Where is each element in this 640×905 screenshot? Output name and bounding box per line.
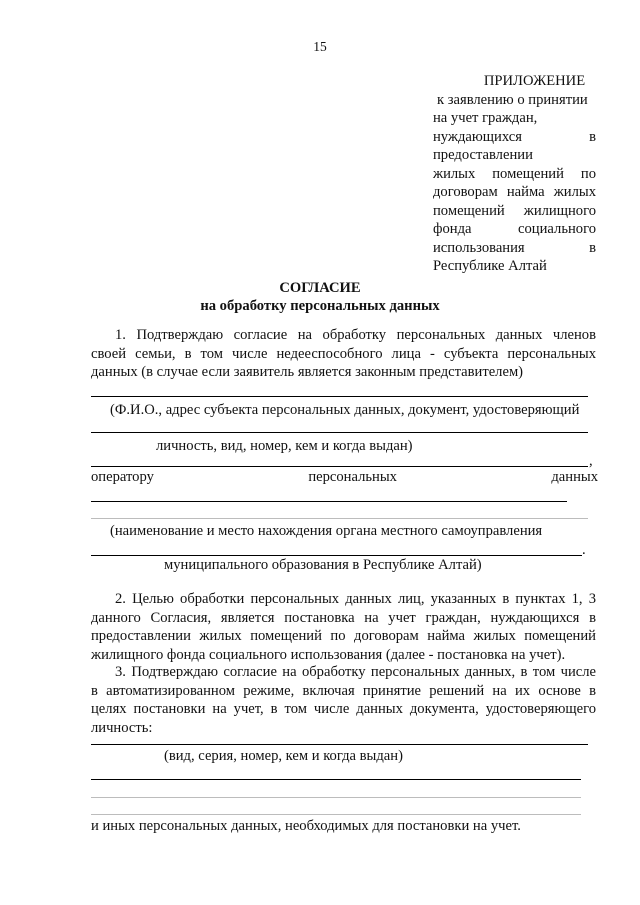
operator-word: персональных [308,469,397,485]
appendix-line: к заявлению о принятии [437,91,588,108]
caption-fio-2: личность, вид, номер, кем и когда выдан) [156,438,413,454]
fill-line [91,396,588,397]
page-number: 15 [313,39,327,54]
paragraph-line: своей семьи, в том числе недееспособного лица - субъекта персональных [91,345,596,362]
appendix-line: фонда социального [433,221,596,237]
paragraph-line: жилищного фонда социального использования (далее - постановка на учет). [91,646,566,663]
appendix-line: Республике Алтай [433,258,547,274]
comma: , [589,453,593,469]
document-title: СОГЛАСИЕ [279,280,361,296]
appendix-line: помещений жилищного [433,202,596,219]
fill-line [91,779,581,780]
paragraph-line: личность: [91,719,153,736]
paragraph-line: целях постановки на учет, в том числе данных документа, удостоверяющего [91,701,596,717]
paragraph-2 [91,590,596,664]
appendix-line: жилых помещений по [433,165,596,182]
paragraph-line: 1. Подтверждаю согласие на обработку персональных данных членов [115,327,596,343]
paragraph-line: предоставлении жилых помещений по договорам найма жилых помещений [91,628,596,644]
appendix-line: на учет граждан, [433,110,538,126]
fill-line [91,466,588,467]
final-line: и иных персональных данных, необходимых для постановки на учет. [91,818,521,834]
fill-line [91,432,588,433]
paragraph-1 [91,326,596,382]
fill-line [91,797,581,798]
paragraph-3 [91,663,596,737]
fill-line [91,501,567,502]
appendix-line: предоставлении [433,147,533,163]
caption-fio-1: (Ф.И.О., адрес субъекта персональных данных, документ, удостоверяющий [110,402,580,418]
paragraph-line: данных (в случае если заявитель является законным представителем) [91,364,524,380]
operator-word: данных [551,469,598,485]
fill-line [91,518,588,519]
fill-line [91,814,581,815]
document-subtitle: на обработку персональных данных [200,298,440,314]
operator-word: оператору [91,469,154,485]
appendix-block [433,72,596,276]
paragraph-line: 2. Целью обработки персональных данных лиц, указанных в пунктах 1, 3 [115,591,596,607]
appendix-line: договорам найма жилых [433,184,596,200]
paragraph-line: данного Согласия, является постановка на учет граждан, нуждающихся в [91,609,596,626]
caption-org-1: (наименование и место нахождения органа местного самоуправления [110,523,543,539]
period: . [582,542,586,558]
appendix-line: нуждающихся в [433,128,596,145]
fill-line [91,744,588,745]
appendix-line: использования в [433,239,596,256]
operator-line [91,468,598,487]
appendix-title: ПРИЛОЖЕНИЕ [483,73,586,89]
paragraph-line: 3. Подтверждаю согласие на обработку персональных данных, в том числе [115,664,596,680]
caption-org-2: муниципального образования в Республике Алтай) [164,557,482,573]
caption-document: (вид, серия, номер, кем и когда выдан) [164,748,403,764]
paragraph-line: в автоматизированном режиме, включая принятие решений на их основе в [91,682,596,699]
